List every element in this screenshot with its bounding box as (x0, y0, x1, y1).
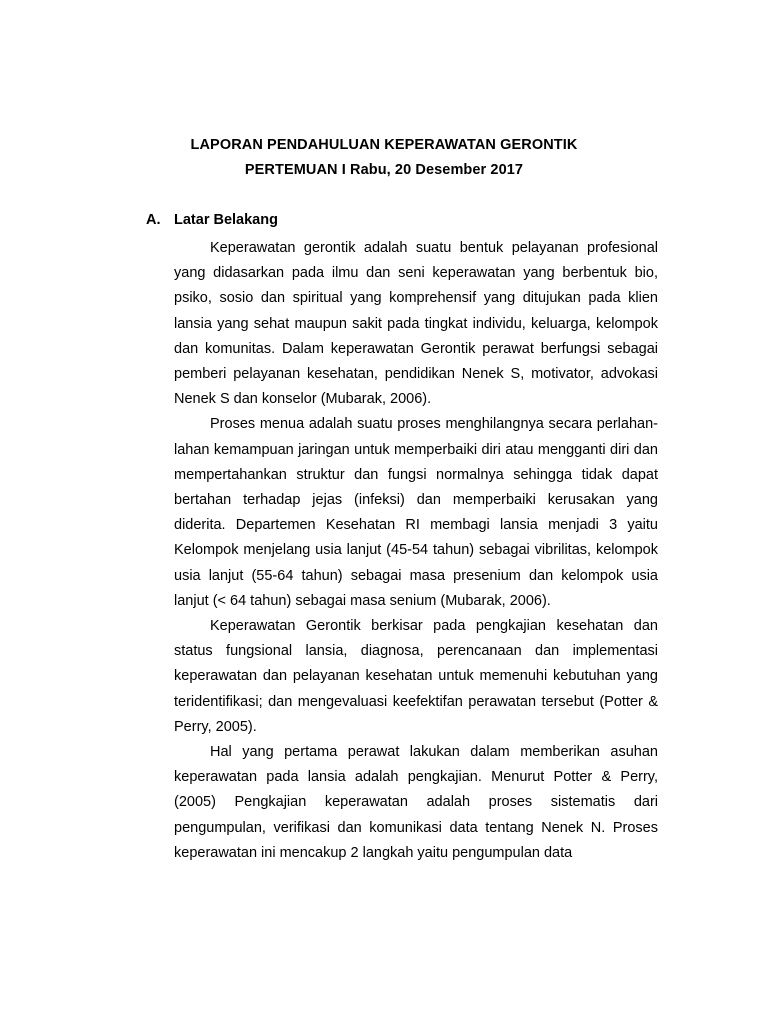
document-title: LAPORAN PENDAHULUAN KEPERAWATAN GERONTIK (190, 137, 578, 153)
document-subtitle: PERTEMUAN I Rabu, 20 Desember 2017 (244, 162, 524, 178)
paragraph (174, 236, 658, 412)
paragraph (174, 412, 658, 614)
paragraph-text: Hal yang pertama perawat lakukan dalam memberikan asuhan keperawatan pada lansia adalah pengkajian. Menurut Potter & Perry, (2005) Pengkajian keperawatan adalah proses sistematis dari pengumpulan, verifikasi dan komunikasi data tentang Nenek N. Proses keperawatan ini mencakup 2 langkah yaitu pengumpulan data (174, 744, 658, 861)
paragraph (174, 614, 658, 740)
paragraph-text: Keperawatan gerontik adalah suatu bentuk pelayanan profesional yang didasarkan pada ilmu dan seni keperawatan yang berbentuk bio, psiko, sosio dan spiritual yang komprehensif yang ditujukan pada klien lansia yang sehat maupun sakit pada tingkat individu, keluarga, kelompok dan komunitas. Dalam keperawatan Gerontik perawat berfungsi sebagai pemberi pelayanan kesehatan, pendidikan Nenek S, motivator, advokasi Nenek S dan konselor (Mubarak, 2006). (174, 240, 658, 408)
paragraph-text: Keperawatan Gerontik berkisar pada pengkajian kesehatan dan status fungsional lansia, diagnosa, perencanaan dan implementasi keperawatan dan pelayanan kesehatan untuk memenuhi kebutuhan yang teridentifikasi; dan mengevaluasi keefektifan perawatan tersebut (Potter & Perry, 2005). (174, 618, 658, 735)
section-title: Latar Belakang (174, 212, 278, 228)
section-heading (146, 212, 278, 228)
section-letter: A. (146, 212, 161, 228)
paragraph (174, 740, 658, 866)
document-body (174, 236, 658, 866)
paragraph-text: Proses menua adalah suatu proses menghilangnya secara perlahan-lahan kemampuan jaringan untuk memperbaiki diri atau mengganti diri dan mempertahankan struktur dan fungsi normalnya sehingga tidak dapat bertahan terhadap jejas (infeksi) dan memperbaiki kerusakan yang diderita. Departemen Kesehatan RI membagi lansia menjadi 3 yaitu Kelompok menjelang usia lanjut (45-54 tahun) sebagai vibrilitas, kelompok usia lanjut (55-64 tahun) sebagai masa presenium dan kelompok usia lanjut (< 64 tahun) sebagai masa senium (Mubarak, 2006). (174, 416, 658, 609)
